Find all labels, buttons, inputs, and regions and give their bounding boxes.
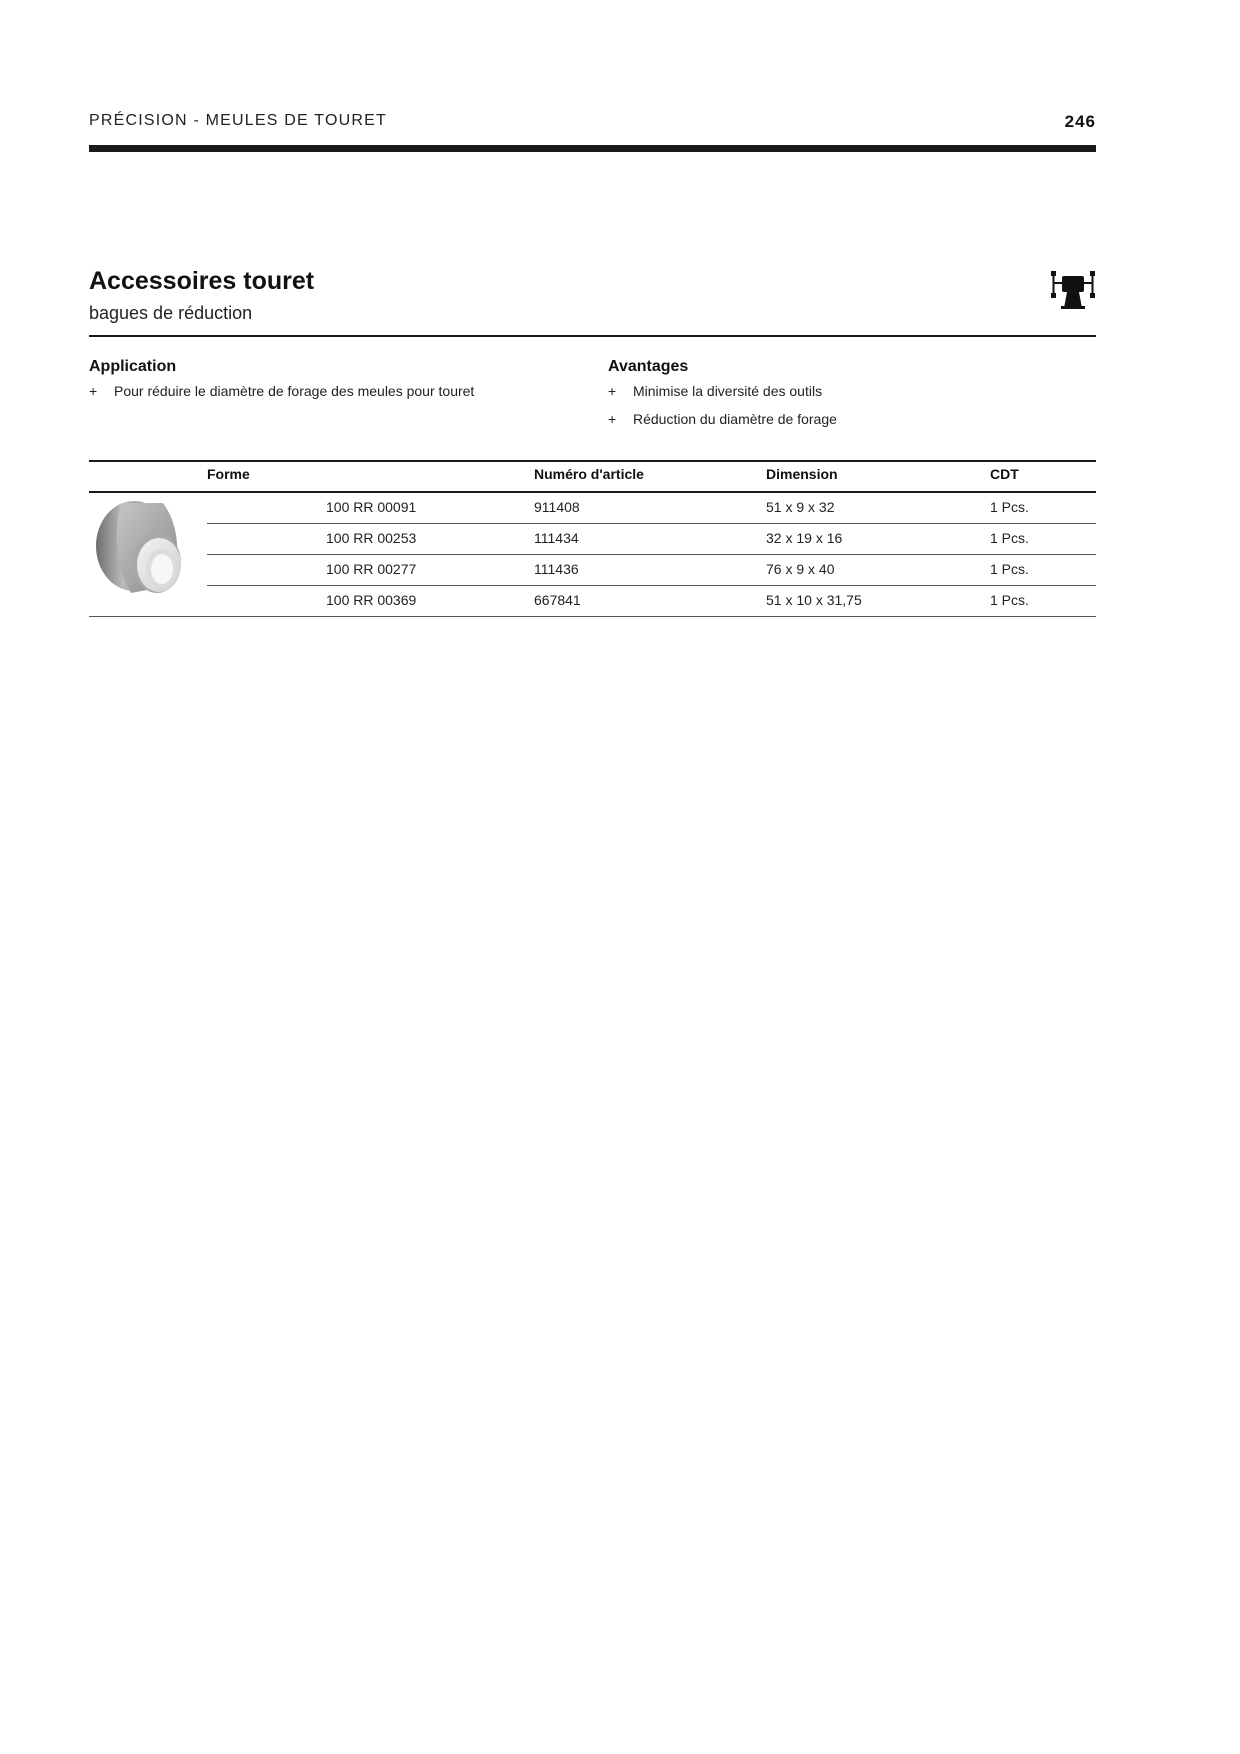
dimension-cell: 76 x 9 x 40 — [766, 561, 835, 577]
title-divider — [89, 335, 1096, 337]
reference-cell: 100 RR 00277 — [326, 561, 417, 577]
plus-icon: + — [608, 383, 617, 399]
cdt-cell: 1 Pcs. — [990, 592, 1029, 608]
page-number: 246 — [1064, 112, 1096, 131]
article-number-cell: 667841 — [534, 592, 581, 608]
column-header-article: Numéro d'article — [534, 466, 644, 482]
column-header-dimension: Dimension — [766, 466, 838, 482]
bench-grinder-icon — [1051, 271, 1095, 309]
reference-cell: 100 RR 00253 — [326, 530, 417, 546]
header-divider — [89, 145, 1096, 152]
application-item-text: Pour réduire le diamètre de forage des meules pour touret — [114, 383, 475, 399]
plus-icon: + — [89, 383, 98, 399]
dimension-cell: 51 x 10 x 31,75 — [766, 592, 862, 608]
table-row — [207, 555, 1096, 586]
article-number-cell: 911408 — [534, 499, 580, 515]
avantages-section — [608, 358, 837, 438]
cdt-cell: 1 Pcs. — [990, 561, 1029, 577]
cdt-cell: 1 Pcs. — [990, 499, 1029, 515]
reference-cell: 100 RR 00091 — [326, 499, 417, 515]
product-subtitle: bagues de réduction — [89, 303, 253, 323]
column-header-cdt: CDT — [990, 466, 1019, 482]
dimension-cell: 32 x 19 x 16 — [766, 530, 843, 546]
application-item — [89, 382, 474, 410]
avantages-item — [608, 410, 837, 438]
section-title: PRÉCISION - MEULES DE TOURET — [89, 112, 387, 129]
application-section — [89, 358, 474, 410]
avantages-item-text: Réduction du diamètre de forage — [633, 411, 837, 427]
article-number-cell: 111434 — [534, 530, 579, 546]
page-header — [89, 112, 1096, 132]
reference-cell: 100 RR 00369 — [326, 592, 417, 608]
product-title: Accessoires touret — [89, 267, 315, 295]
column-header-forme: Forme — [207, 466, 250, 482]
dimension-cell: 51 x 9 x 32 — [766, 499, 835, 515]
application-heading: Application — [89, 358, 177, 375]
cdt-cell: 1 Pcs. — [990, 530, 1029, 546]
plus-icon: + — [608, 411, 617, 427]
table-row — [89, 586, 1096, 617]
avantages-item-text: Minimise la diversité des outils — [633, 383, 823, 399]
avantages-heading: Avantages — [608, 358, 689, 375]
table-row — [207, 524, 1096, 555]
table-top-divider — [89, 460, 1096, 462]
avantages-item — [608, 382, 837, 410]
article-number-cell: 111436 — [534, 561, 579, 577]
table-row — [207, 493, 1096, 524]
